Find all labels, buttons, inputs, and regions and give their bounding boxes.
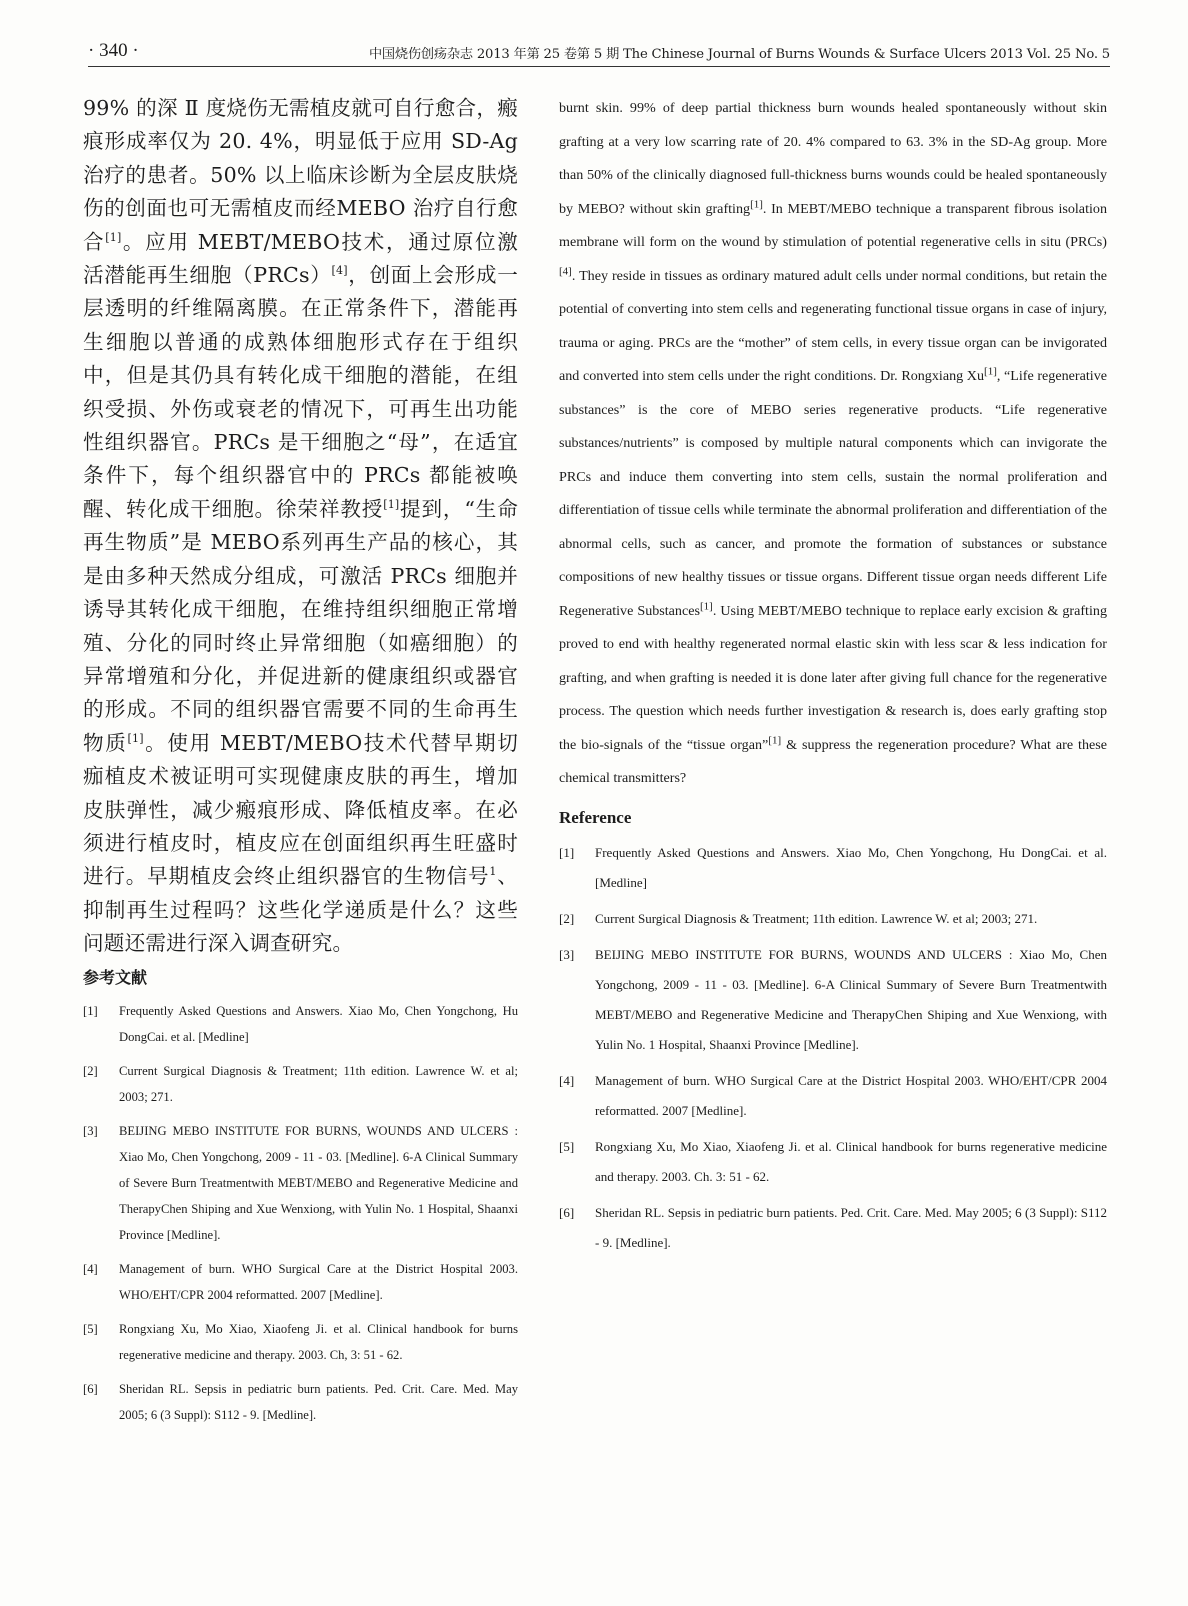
citation-ref: [1] bbox=[984, 365, 997, 378]
english-body-paragraph bbox=[559, 92, 1107, 796]
reference-number: [5] bbox=[83, 1321, 98, 1336]
reference-number: [6] bbox=[83, 1381, 98, 1396]
reference-text: BEIJING MEBO INSTITUTE FOR BURNS, WOUNDS AND ULCERS : Xiao Mo, Chen Yongchong, 2009 - 11 - 03. [Medline]. 6-A Clinical Summary of Severe Burn Treatmentwith MEBT/MEBO and Regenerative Medicine and TherapyChen Shiping and Xue Wenxiong, with Yulin No. 1 Hospital, Shaanxi Province [Medline]. bbox=[119, 1123, 518, 1242]
reference-text: Rongxiang Xu, Mo Xiao, Xiaofeng Ji. et al. Clinical handbook for burns regenerative medicine and therapy. 2003. Ch, 3: 51 - 62. bbox=[119, 1321, 518, 1362]
references-heading-cn: 参考文献 bbox=[83, 967, 148, 987]
reference-item bbox=[559, 838, 1107, 898]
reference-item bbox=[83, 1316, 518, 1368]
left-column-chinese bbox=[83, 92, 518, 1436]
citation-ref: [1] bbox=[768, 733, 782, 746]
reference-list-cn bbox=[83, 998, 518, 1428]
chinese-body-paragraph bbox=[83, 92, 518, 961]
reference-item bbox=[83, 1376, 518, 1428]
reference-item bbox=[559, 904, 1107, 934]
reference-number: [4] bbox=[83, 1261, 98, 1276]
reference-item bbox=[83, 998, 518, 1050]
reference-number: [6] bbox=[559, 1204, 575, 1220]
reference-text: Management of burn. WHO Surgical Care at the District Hospital 2003. WHO/EHT/CPR 2004 reformatted. 2007 [Medline]. bbox=[119, 1261, 518, 1302]
reference-text: Rongxiang Xu, Mo Xiao, Xiaofeng Ji. et al. Clinical handbook for burns regenerative medicine and therapy. 2003. Ch. 3: 51 - 62. bbox=[595, 1138, 1107, 1184]
citation-ref: 1 bbox=[489, 865, 497, 879]
body-text: 99% 的深 Ⅱ 度烧伤无需植皮就可自行愈合，瘢痕形成率仅为 20. 4%，明显低于应用 SD-Ag治疗的患者。50% 以上临床诊断为全层皮肤烧伤的创面也可无需植皮而经MEBO 治疗自行愈合 bbox=[83, 96, 518, 254]
reference-item bbox=[83, 1118, 518, 1248]
citation-ref: [1] bbox=[105, 230, 122, 244]
body-text: & suppress the regeneration procedure? What are these chemical transmitters? bbox=[559, 736, 1107, 786]
reference-number: [3] bbox=[559, 946, 575, 962]
reference-text: Management of burn. WHO Surgical Care at the District Hospital 2003. WHO/EHT/CPR 2004 reformatted. 2007 [Medline]. bbox=[595, 1072, 1107, 1118]
right-column-english bbox=[559, 92, 1107, 1264]
body-text: . Using MEBT/MEBO technique to replace early excision & grafting proved to end with healthy regenerated normal elastic skin with less scar & less indication for grafting, and when grafting is needed it is done later after giving full chance for the regenerative process. The question which needs further investigation & research is, does early grafting stop the bio-signals of the “tissue organ” bbox=[559, 602, 1107, 753]
reference-item bbox=[559, 940, 1107, 1060]
body-text: 、抑制再生过程吗？这些化学递质是什么？这些问题还需进行深入调查研究。 bbox=[83, 864, 518, 956]
body-text: . In MEBT/MEBO technique a transparent fibrous isolation membrane will form on the wound by stimulation of potential regenerative cells in situ (PRCs) bbox=[559, 200, 1107, 250]
reference-number: [1] bbox=[83, 1003, 98, 1018]
reference-number: [2] bbox=[559, 910, 575, 926]
page-number: · 340 · bbox=[88, 40, 139, 61]
reference-item bbox=[83, 1058, 518, 1110]
citation-ref: [1] bbox=[383, 498, 400, 512]
reference-text: Sheridan RL. Sepsis in pediatric burn patients. Ped. Crit. Care. Med. May 2005; 6 (3 Suppl): S112 - 9. [Medline]. bbox=[595, 1204, 1107, 1250]
body-text: . They reside in tissues as ordinary matured adult cells under normal conditions, but retain the potential of converting into stem cells and regenerating functional tissue organs in case of injury, trauma or aging. PRCs are the “mother” of stem cells, in every tissue organ can be invigorated and converted into stem cells under the right conditions. Dr. Rongxiang Xu bbox=[559, 267, 1107, 384]
body-text: 。应用 MEBT/MEBO技术，通过原位激活潜能再生细胞（PRCs） bbox=[83, 229, 518, 288]
body-text: burnt skin. 99% of deep partial thickness burn wounds healed spontaneously without skin grafting at a very low scarring rate of 20. 4% compared to 63. 3% in the SD-Ag group. More than 50% of the clinically diagnosed full-thickness burns wounds could be healed spontaneously by MEBO? without skin grafting bbox=[559, 100, 1107, 217]
body-text: ，创面上会形成一层透明的纤维隔离膜。在正常条件下，潜能再生细胞以普通的成熟体细胞形式存在于组织中，但是其仍具有转化成干细胞的潜能，在组织受损、外伤或衰老的情况下，可再生出功能性组织器官。PRCs 是干细胞之“母”，在适宜条件下，每个组织器官中的 PRCs 都能被唤醒、转化成干细胞。徐荣祥教授 bbox=[83, 263, 518, 521]
reference-number: [1] bbox=[559, 844, 575, 860]
body-text: , “Life regenerative substances” is the core of MEBO series regenerative products. “Life regenerative substances/nutrients” is composed by multiple natural components which can invigorate the PRCs and induce them converting into stem cells, sustain the normal proliferation and differentiation of tissue cells while terminate the abnormal proliferation and differentiation of the abnormal cells, such as cancer, and promote the formation of substances or substance compositions of new healthy tissues or tissue organs. Different tissue organ needs different Life Regenerative Substances bbox=[559, 368, 1107, 619]
reference-text: Frequently Asked Questions and Answers. Xiao Mo, Chen Yongchong, Hu DongCai. et al. [Medline] bbox=[595, 844, 1107, 890]
citation-ref: [1] bbox=[699, 599, 713, 612]
reference-text: Frequently Asked Questions and Answers. Xiao Mo, Chen Yongchong, Hu DongCai. et al. [Medline] bbox=[119, 1003, 518, 1044]
reference-text: Sheridan RL. Sepsis in pediatric burn patients. Ped. Crit. Care. Med. May 2005; 6 (3 Suppl): S112 - 9. [Medline]. bbox=[119, 1381, 518, 1422]
citation-ref: [1] bbox=[127, 731, 144, 745]
citation-ref: [4] bbox=[559, 264, 572, 277]
reference-number: [4] bbox=[559, 1072, 575, 1088]
reference-number: [2] bbox=[83, 1063, 98, 1078]
reference-item bbox=[83, 1256, 518, 1308]
reference-text: Current Surgical Diagnosis & Treatment; 11th edition. Lawrence W. et al; 2003; 271. bbox=[595, 910, 1038, 926]
reference-number: [3] bbox=[83, 1123, 98, 1138]
running-header bbox=[88, 40, 1110, 67]
citation-ref: [1] bbox=[750, 197, 763, 210]
reference-item bbox=[559, 1066, 1107, 1126]
references-heading-en: Reference bbox=[559, 807, 632, 827]
reference-item bbox=[559, 1132, 1107, 1192]
journal-citation: 中国烧伤创疡杂志 2013 年第 25 卷第 5 期 The Chinese Journal of Burns Wounds & Surface Ulcers 2013 Vol. 25 No. 5 bbox=[368, 47, 1110, 62]
reference-list-en bbox=[559, 838, 1107, 1258]
reference-text: Current Surgical Diagnosis & Treatment; 11th edition. Lawrence W. et al; 2003; 271. bbox=[119, 1063, 518, 1104]
body-text: 提到，“生命再生物质”是 MEBO系列再生产品的核心，其是由多种天然成分组成，可激活 PRCs 细胞并诱导其转化成干细胞，在维持组织细胞正常增殖、分化的同时终止异常细胞（如癌细胞）的异常增殖和分化，并促进新的健康组织或器官的形成。不同的组织器官需要不同的生命再生物质 bbox=[83, 496, 518, 755]
reference-number: [5] bbox=[559, 1138, 575, 1154]
body-text: 。使用 MEBT/MEBO技术代替早期切痂植皮术被证明可实现健康皮肤的再生，增加皮肤弹性，减少瘢痕形成、降低植皮率。在必须进行植皮时，植皮应在创面组织再生旺盛时进行。早期植皮会终止组织器官的生物信号 bbox=[83, 730, 518, 889]
reference-text: BEIJING MEBO INSTITUTE FOR BURNS, WOUNDS AND ULCERS : Xiao Mo, Chen Yongchong, 2009 - 11 - 03. [Medline]. 6-A Clinical Summary of Severe Burn Treatmentwith MEBT/MEBO and Regenerative Medicine and TherapyChen Shiping and Xue Wenxiong, with Yulin No. 1 Hospital, Shaanxi Province [Medline]. bbox=[595, 946, 1107, 1052]
reference-item bbox=[559, 1198, 1107, 1258]
citation-ref: [4] bbox=[331, 264, 348, 278]
